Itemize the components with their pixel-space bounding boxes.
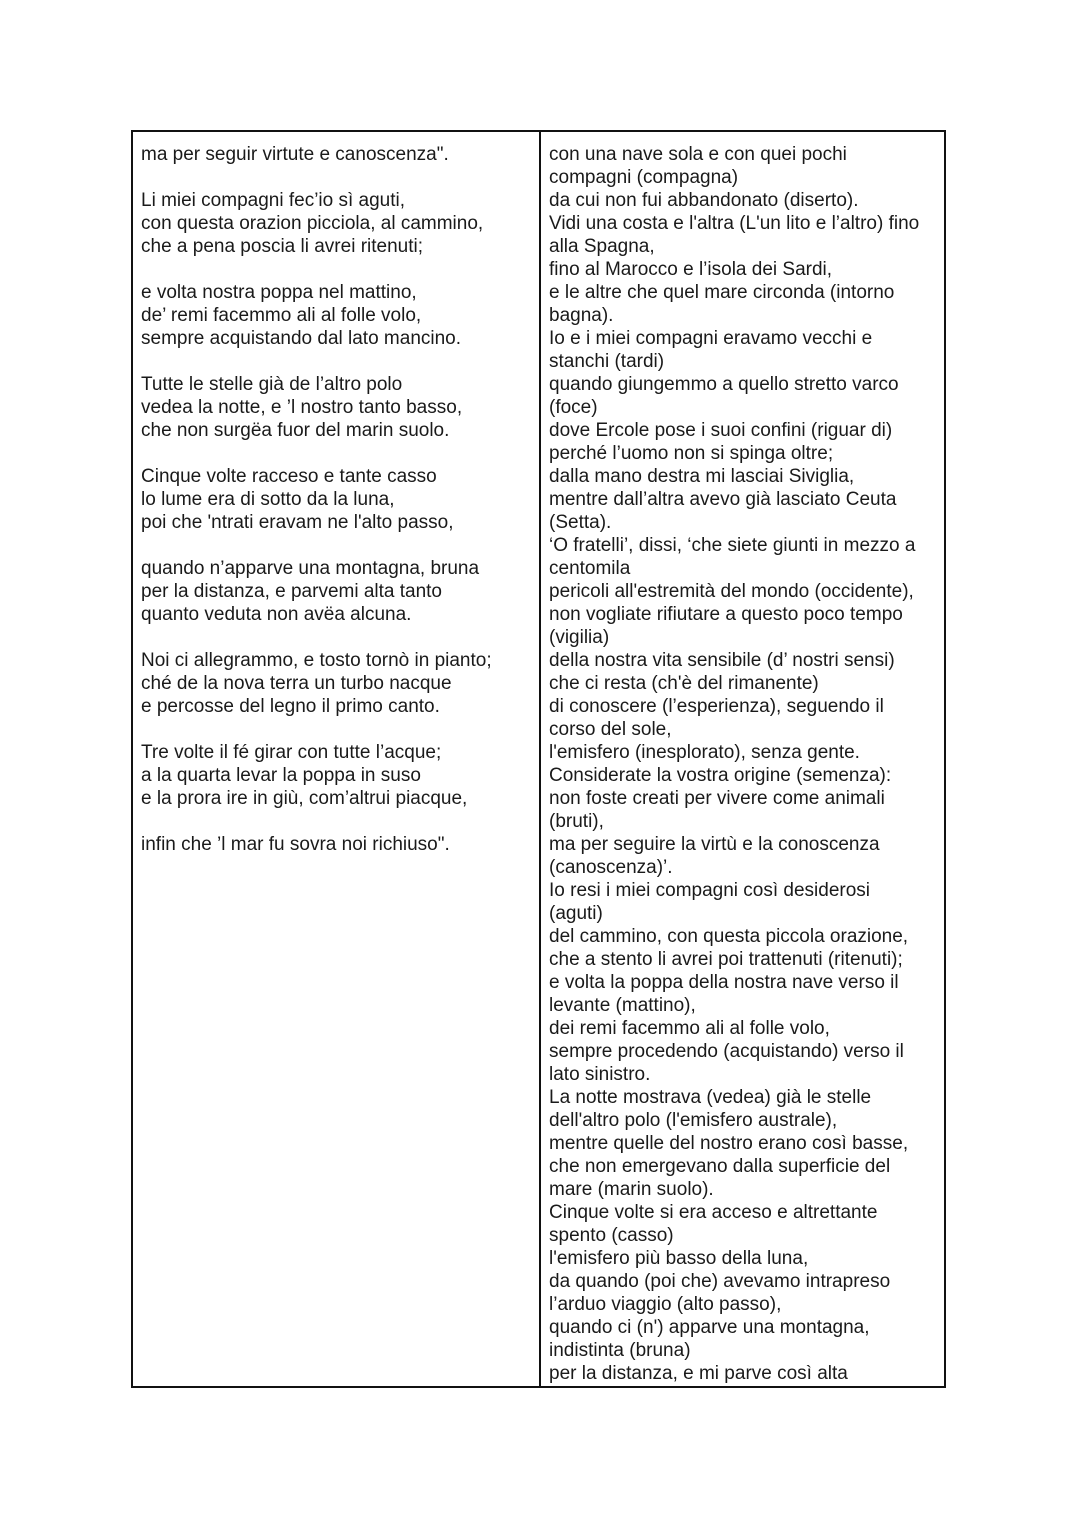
paraphrase-line: Vidi una costa e l'altra (L'un lito e l’altro) fino <box>549 213 920 234</box>
paraphrase-line: dei remi facemmo ali al folle volo, <box>549 1018 830 1039</box>
paraphrase-line: da quando (poi che) avevamo intrapreso <box>549 1271 891 1292</box>
stanza-break <box>141 166 531 189</box>
verse-line: de’ remi facemmo ali al folle volo, <box>141 305 422 326</box>
paraphrase-line: dell'altro polo (l'emisfero australe), <box>549 1110 838 1131</box>
paraphrase-line: ma per seguire la virtù e la conoscenza <box>549 834 880 855</box>
verse-line: che non surgëa fuor del marin suolo. <box>141 420 450 441</box>
paraphrase-line: bagna). <box>549 305 614 326</box>
verse-line: quando n’apparve una montagna, bruna <box>141 558 480 579</box>
paraphrase-line: (aguti) <box>549 903 603 924</box>
paraphrase-line: mentre dall’altra avevo già lasciato Ceuta <box>549 489 897 510</box>
paraphrase-line: quando giungemmo a quello stretto varco <box>549 374 899 395</box>
paraphrase-line: lato sinistro. <box>549 1064 651 1085</box>
paraphrase-column <box>541 132 944 1386</box>
verse-line: e percosse del legno il primo canto. <box>141 696 440 717</box>
paraphrase-line: non vogliate rifiutare a questo poco tempo <box>549 604 903 625</box>
paraphrase-line: perché l’uomo non si spinga oltre; <box>549 443 834 464</box>
paraphrase-line: Cinque volte si era acceso e altrettante <box>549 1202 878 1223</box>
paraphrase-line: dove Ercole pose i suoi confini (riguar di) <box>549 420 893 441</box>
verse-line: Tutte le stelle già de l’altro polo <box>141 374 403 395</box>
verse-line: infin che ’l mar fu sovra noi richiuso". <box>141 834 450 855</box>
paraphrase-line: del cammino, con questa piccola orazione, <box>549 926 909 947</box>
paraphrase-line: che a stento li avrei poi trattenuti (ritenuti); <box>549 949 903 970</box>
verse-line: sempre acquistando dal lato mancino. <box>141 328 462 349</box>
paraphrase-line: l'emisfero (inesplorato), senza gente. <box>549 742 860 763</box>
paraphrase-line: alla Spagna, <box>549 236 655 257</box>
verse-line: a la quarta levar la poppa in suso <box>141 765 421 786</box>
paraphrase-line: non foste creati per vivere come animali <box>549 788 885 809</box>
paraphrase-line: (canoscenza)’. <box>549 857 673 878</box>
verse-line: poi che 'ntrati eravam ne l'alto passo, <box>141 512 454 533</box>
verse-line: Cinque volte racceso e tante casso <box>141 466 437 487</box>
verse-line: ma per seguir virtute e canoscenza". <box>141 144 449 165</box>
verse-line: quanto veduta non avëa alcuna. <box>141 604 412 625</box>
paraphrase-line: stanchi (tardi) <box>549 351 665 372</box>
paraphrase-line: e le altre che quel mare circonda (intorno <box>549 282 895 303</box>
verse-line: e volta nostra poppa nel mattino, <box>141 282 417 303</box>
paraphrase-line: fino al Marocco e l’isola dei Sardi, <box>549 259 833 280</box>
paraphrase-line: sempre procedendo (acquistando) verso il <box>549 1041 904 1062</box>
paraphrase-line: Io e i miei compagni eravamo vecchi e <box>549 328 873 349</box>
verse-line: Tre volte il fé girar con tutte l’acque; <box>141 742 442 763</box>
paraphrase-line: con una nave sola e con quei pochi <box>549 144 847 165</box>
paraphrase-line: che non emergevano dalla superficie del <box>549 1156 891 1177</box>
paraphrase-line: di conoscere (l’esperienza), seguendo il <box>549 696 884 717</box>
text-comparison-table <box>131 130 946 1388</box>
verse-line: e la prora ire in giù, com’altrui piacque, <box>141 788 468 809</box>
paraphrase-line: della nostra vita sensibile (d’ nostri sensi) <box>549 650 895 671</box>
verse-line: con questa orazion picciola, al cammino, <box>141 213 484 234</box>
paraphrase-line: l'emisfero più basso della luna, <box>549 1248 809 1269</box>
verse-line: per la distanza, e parvemi alta tanto <box>141 581 443 602</box>
paraphrase-line: da cui non fui abbandonato (diserto). <box>549 190 859 211</box>
verse-line: ché de la nova terra un turbo nacque <box>141 673 452 694</box>
verse-line: Noi ci allegrammo, e tosto tornò in pianto; <box>141 650 492 671</box>
paraphrase-line: ‘O fratelli’, dissi, ‘che siete giunti in mezzo a <box>549 535 916 556</box>
paraphrase-line: Considerate la vostra origine (semenza): <box>549 765 892 786</box>
paraphrase-line: l’arduo viaggio (alto passo), <box>549 1294 782 1315</box>
verse-line: lo lume era di sotto da la luna, <box>141 489 395 510</box>
paraphrase-line: mentre quelle del nostro erano così basse, <box>549 1133 909 1154</box>
paraphrase-line: La notte mostrava (vedea) già le stelle <box>549 1087 872 1108</box>
paraphrase-line: (bruti), <box>549 811 604 832</box>
paraphrase-line: quando ci (n') apparve una montagna, <box>549 1317 870 1338</box>
stanza-break <box>141 810 531 833</box>
stanza-break <box>141 350 531 373</box>
original-text-column <box>133 132 541 1386</box>
paraphrase-line: (vigilia) <box>549 627 610 648</box>
paraphrase-line: che ci resta (ch'è del rimanente) <box>549 673 819 694</box>
paraphrase-line: per la distanza, e mi parve così alta <box>549 1363 848 1384</box>
paraphrase-line: compagni (compagna) <box>549 167 739 188</box>
paraphrase-line: mare (marin suolo). <box>549 1179 714 1200</box>
paraphrase-line: levante (mattino), <box>549 995 696 1016</box>
paraphrase-line: centomila <box>549 558 631 579</box>
verse-line: Li miei compagni fec’io sì aguti, <box>141 190 406 211</box>
paraphrase-line: indistinta (bruna) <box>549 1340 691 1361</box>
stanza-break <box>141 718 531 741</box>
paraphrase-line: Io resi i miei compagni così desiderosi <box>549 880 871 901</box>
paraphrase-line: e volta la poppa della nostra nave verso il <box>549 972 899 993</box>
paraphrase-line: dalla mano destra mi lasciai Siviglia, <box>549 466 855 487</box>
paraphrase-line: (foce) <box>549 397 598 418</box>
paraphrase-line: (Setta). <box>549 512 612 533</box>
paraphrase-line: pericoli all'estremità del mondo (occidente), <box>549 581 914 602</box>
verse-line: vedea la notte, e ’l nostro tanto basso, <box>141 397 463 418</box>
stanza-break <box>141 442 531 465</box>
paraphrase-line: corso del sole, <box>549 719 672 740</box>
stanza-break <box>141 626 531 649</box>
stanza-break <box>141 534 531 557</box>
stanza-break <box>141 258 531 281</box>
verse-line: che a pena poscia li avrei ritenuti; <box>141 236 423 257</box>
paraphrase-line: spento (casso) <box>549 1225 674 1246</box>
